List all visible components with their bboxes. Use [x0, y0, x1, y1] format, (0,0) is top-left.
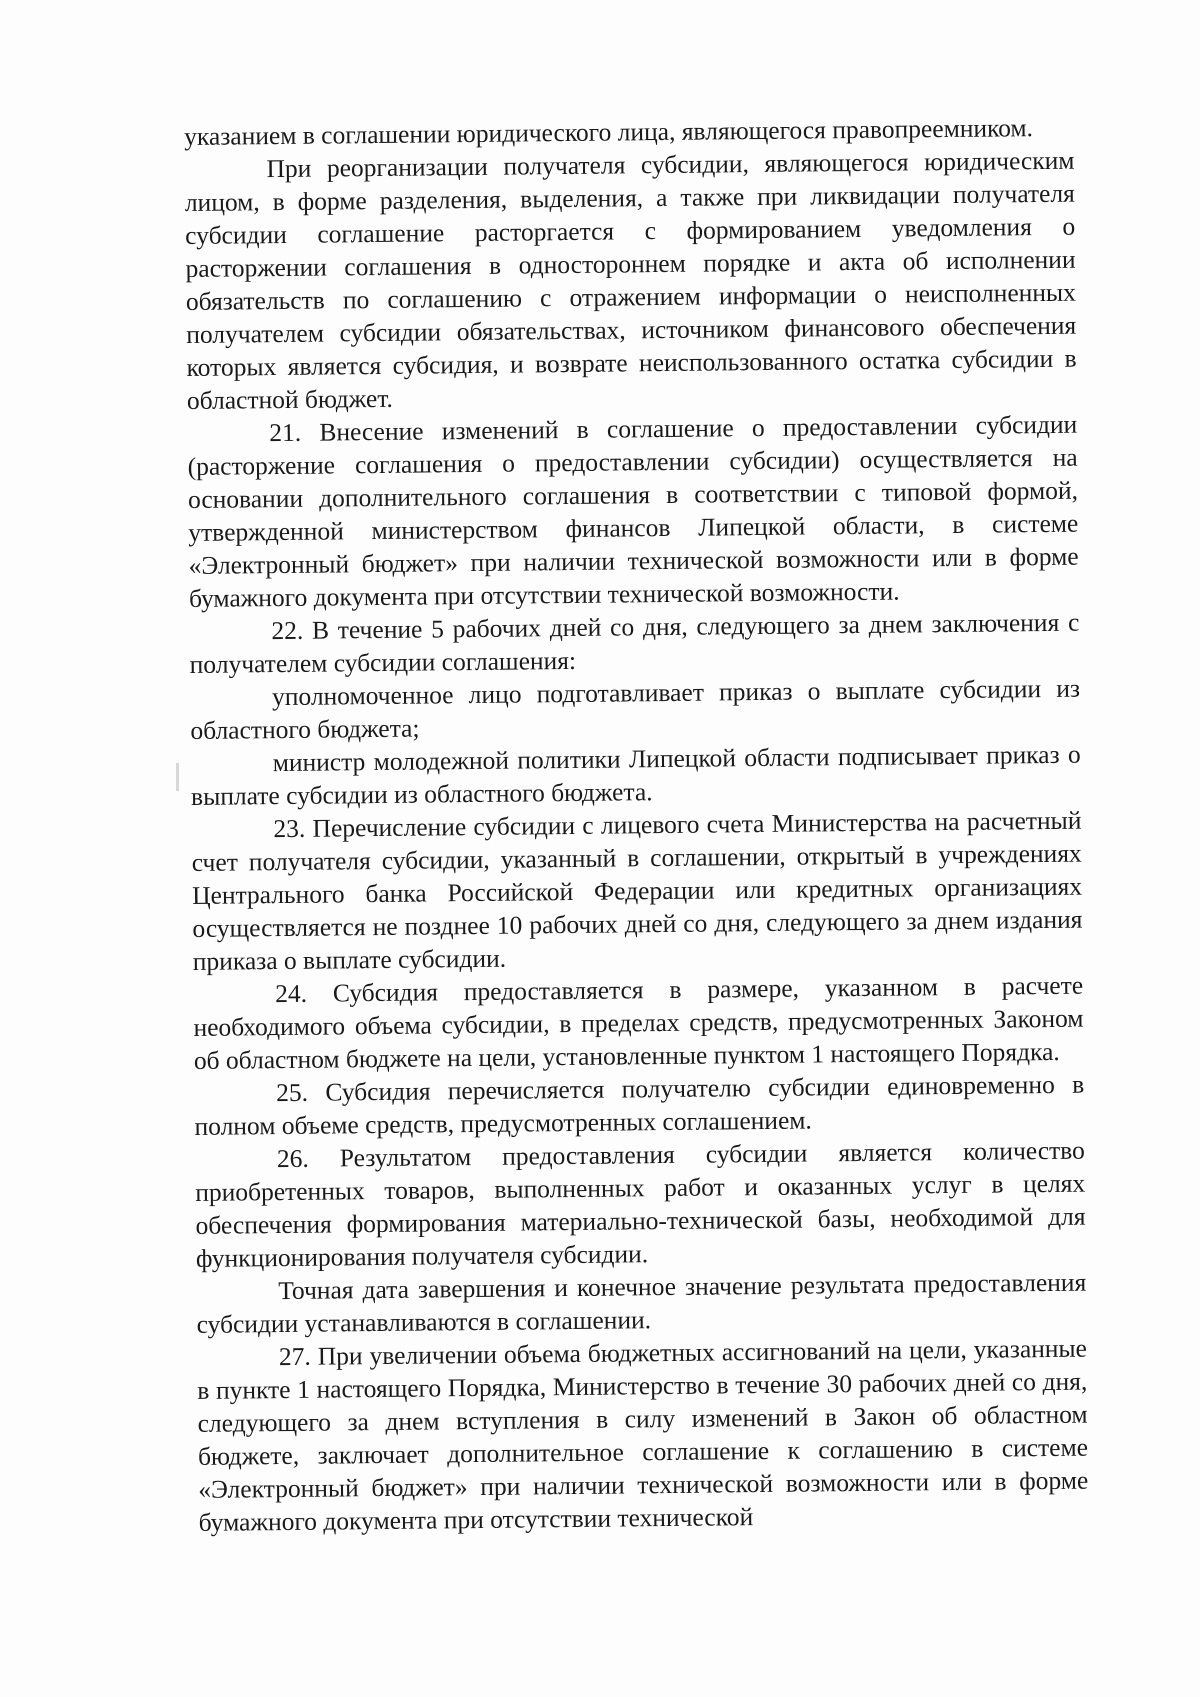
paragraph-25: 25. Субсидия перечисляется получателю субсидии единовременно в полном объеме средств, предусмотренных соглашением.: [194, 1069, 1085, 1141]
paragraph-reorganization: При реорганизации получателя субсидии, являющегося юридическим лицом, в форме разделения, выделения, а также при ликвидации получателя субсидии соглашение расторгается с формированием уведомления о расторжении соглашения в одностороннем порядке и акта об исполнении обязательств по соглашению с отражением информации о неисполненных получателем субсидии обязательствах, источником финансового обеспечения которых является субсидия, и возврате неиспользованного остатка субсидии в областной бюджет.: [184, 145, 1077, 415]
document-body: [184, 111, 1089, 1539]
paragraph-26-result-date: Точная дата завершения и конечное значение результата предоставления субсидии устанавливаются в соглашении.: [196, 1267, 1087, 1339]
paragraph-27: 27. При увеличении объема бюджетных ассигнований на цели, указанные в пункте 1 настоящего Порядка, Министерство в течение 30 рабочих дней со дня, следующего за днем вступления в силу изменений в Закон об областном бюджете, заключает дополнительное соглашение к соглашению в системе «Электронный бюджет» при наличии технической возможности или в форме бумажного документа при отсутствии технической: [197, 1333, 1089, 1537]
paragraph-22: 22. В течение 5 рабочих дней со дня, следующего за днем заключения с получателем субсидии соглашения:: [189, 607, 1080, 679]
paragraph-23: 23. Перечисление субсидии с лицевого счета Министерства на расчетный счет получателя субсидии, указанный в соглашении, открытый в учреждениях Центрального банка Российской Федерации или кредитных организациях осуществляется не позднее 10 рабочих дней со дня, следующего за днем издания приказа о выплате субсидии.: [191, 805, 1083, 976]
paragraph-22-item-2: министр молодежной политики Липецкой области подписывает приказ о выплате субсидии из областного бюджета.: [190, 739, 1081, 811]
paragraph-21: 21. Внесение изменений в соглашение о предоставлении субсидии (расторжение соглашения о предоставлении субсидии) осуществляется на основании дополнительного соглашения в соответствии с типовой формой, утвержденной министерством финансов Липецкой области, в системе «Электронный бюджет» при наличии технической возможности или в форме бумажного документа при отсутствии технической возможности.: [187, 409, 1079, 613]
scan-margin-mark: [176, 763, 179, 791]
paragraph-continuation: указанием в соглашении юридического лица, являющегося правопреемником.: [184, 113, 1034, 151]
paragraph-22-item-1: уполномоченное лицо подготавливает приказ о выплате субсидии из областного бюджета;: [190, 673, 1081, 745]
paragraph-26: 26. Результатом предоставления субсидии является количество приобретенных товаров, выполненных работ и оказанных услуг в целях обеспечения формирования материально-технической базы, необходимой для функционирования получателя субсидии.: [195, 1135, 1086, 1273]
paragraph-24: 24. Субсидия предоставляется в размере, указанном в расчете необходимого объема субсидии, в пределах средств, предусмотренных Законом об областном бюджете на цели, установленные пунктом 1 настоящего Порядка.: [193, 970, 1084, 1075]
